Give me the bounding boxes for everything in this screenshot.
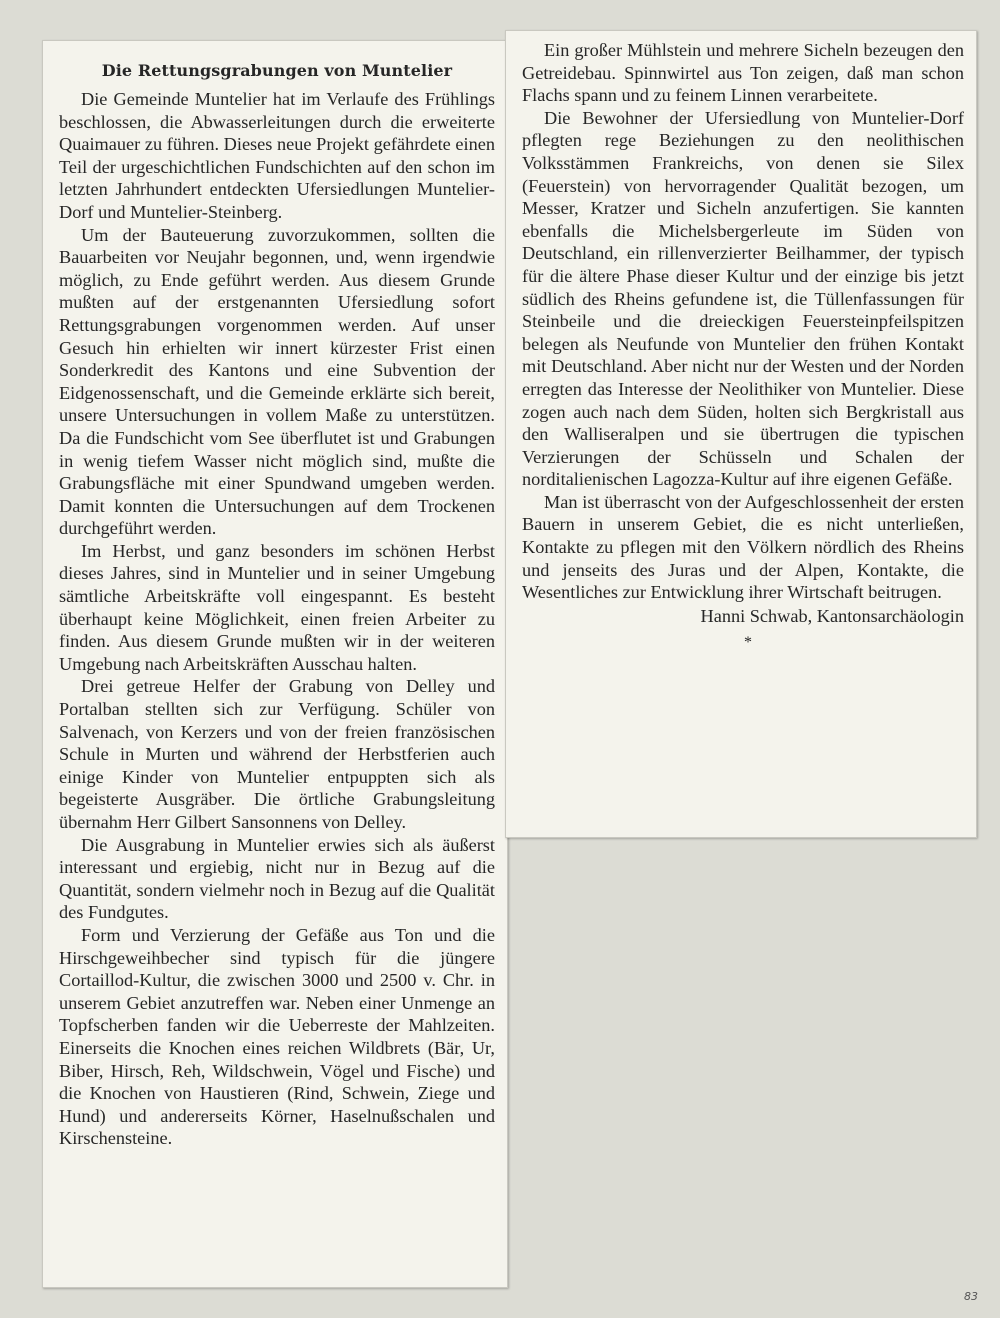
paragraph: Die Gemeinde Muntelier hat im Verlaufe des Frühlings beschlossen, die Abwasserleitungen durch die erweiterte Quaimauer zu führen. Dieses neue Projekt gefährdete einen Teil der urgeschichtlichen Fundschichten auf den schon im letzten Jahrhundert entdeckten Ufersiedlungen Muntelier-Dorf und Muntelier-Steinberg. xyxy=(59,89,495,222)
paragraph: Die Ausgrabung in Muntelier erwies sich als äußerst interessant und ergiebig, nicht nur in Bezug auf die Quantität, sondern vielmehr noch in Bezug auf die Qualität des Fundgutes. xyxy=(59,834,495,923)
paragraph: Die Bewohner der Ufersiedlung von Muntelier-Dorf pflegten rege Beziehungen zu den neolithischen Volksstämmen Frankreichs, von denen sie Silex (Feuerstein) von hervorragender Qualität bezogen, um Messer, Kratzer und Sicheln anzufertigen. Sie kannten ebenfalls die Michelsbergerleute im Süden von Deutschland, ein rillenverzierter Beilhammer, der typisch für die ältere Phase dieser Kultur und der einzige bis jetzt südlich des Rheins gefundene ist, die Tüllenfassungen für Steinbeile und die dreieckigen Feuersteinpfeilspitzen belegen als Neufunde von Muntelier den frühen Kontakt mit Deutschland. Aber nicht nur der Westen und der Norden erregten das Interesse der Neolithiker von Muntelier. Diese zogen auch nach dem Süden, holten sich Bergkristall aus den Walliseralpen und sie übertrugen die typischen Verzierungen der Schüsseln und Schalen der norditalienischen Lagozza-Kultur auf ihre eigenen Gefäße. xyxy=(522,107,964,490)
paragraph: Um der Bauteuerung zuvorzukommen, sollten die Bauarbeiten vor Neujahr begonnen, und, wenn irgendwie möglich, zu Ende geführt werden. Aus diesem Grunde mußten auf der erstgenannten Ufersiedlung sofort Rettungsgrabungen vorgenommen werden. Auf unser Gesuch hin erhielten wir innert kürzester Frist einen Sonderkredit des Kantons und eine Subvention der Eidgenossenschaft, und die Gemeinde erklärte sich bereit, unsere Untersuchungen in vollem Maße zu unterstützen. Da die Fundschicht vom See überflutet ist und Grabungen in wenig tiefem Wasser nicht möglich sind, mußte die Grabungsfläche mit einer Spundwand umgeben werden. Damit konnten die Untersuchungen auf dem Trockenen durchgeführt werden. xyxy=(59,224,495,539)
paragraph: Man ist überrascht von der Aufgeschlossenheit der ersten Bauern in unserem Gebiet, die es nicht unterließen, Kontakte zu pflegen mit den Völkern nördlich des Rheins und jenseits des Juras und der Alpen, Kontakte, die Wesentliches zur Entwicklung ihrer Wirtschaft beitrugen. xyxy=(522,491,964,603)
paragraph: Drei getreue Helfer der Grabung von Delley und Portalban stellten sich zur Verfügung. Schüler von Salvenach, von Kerzers und von der freien französischen Schule in Murten und während der Herbstferien auch einige Kinder von Muntelier entpuppten sich als begeisterte Ausgräber. Die örtliche Grabungsleitung übernahm Herr Gilbert Sansonnens von Delley. xyxy=(59,676,495,832)
newspaper-clipping-left xyxy=(42,40,508,1288)
author-signature: Hanni Schwab, Kantonsarchäologin xyxy=(700,605,964,626)
paragraph: Form und Verzierung der Gefäße aus Ton und die Hirschgeweihbecher sind typisch für die jüngere Cortaillod-Kultur, die zwischen 3000 und 2500 v. Chr. in unserem Gebiet anzutreffen war. Neben einer Unmenge an Topfscherben fanden wir die Ueberreste der Mahlzeiten. Einerseits die Knochen eines reichen Wildbrets (Bär, Ur, Biber, Hirsch, Reh, Wildschwein, Vögel und Fische) und die Knochen von Haustieren (Rind, Schwein, Ziege und Hund) und andererseits Körner, Haselnußschalen und Kirschensteine. xyxy=(59,924,495,1149)
article-title: Die Rettungsgrabungen von Muntelier xyxy=(101,61,453,80)
paragraph: Im Herbst, und ganz besonders im schönen Herbst dieses Jahres, sind in Muntelier und in seiner Umgebung sämtliche Arbeitskräfte voll eingespannt. Es besteht überhaupt keine Möglichkeit, einen freien Arbeiter zu finden. Aus diesem Grunde mußten wir in der weiteren Umgebung nach Arbeitskräften Ausschau halten. xyxy=(59,540,495,674)
paragraph: Ein großer Mühlstein und mehrere Sicheln bezeugen den Getreidebau. Spinnwirtel aus Ton zeigen, daß man schon Flachs spann und zu feinem Linnen verarbeitete. xyxy=(522,40,964,106)
page-number: 83 xyxy=(964,1290,978,1303)
newspaper-clipping-right xyxy=(505,30,977,838)
separator-asterisk: * xyxy=(744,633,752,651)
